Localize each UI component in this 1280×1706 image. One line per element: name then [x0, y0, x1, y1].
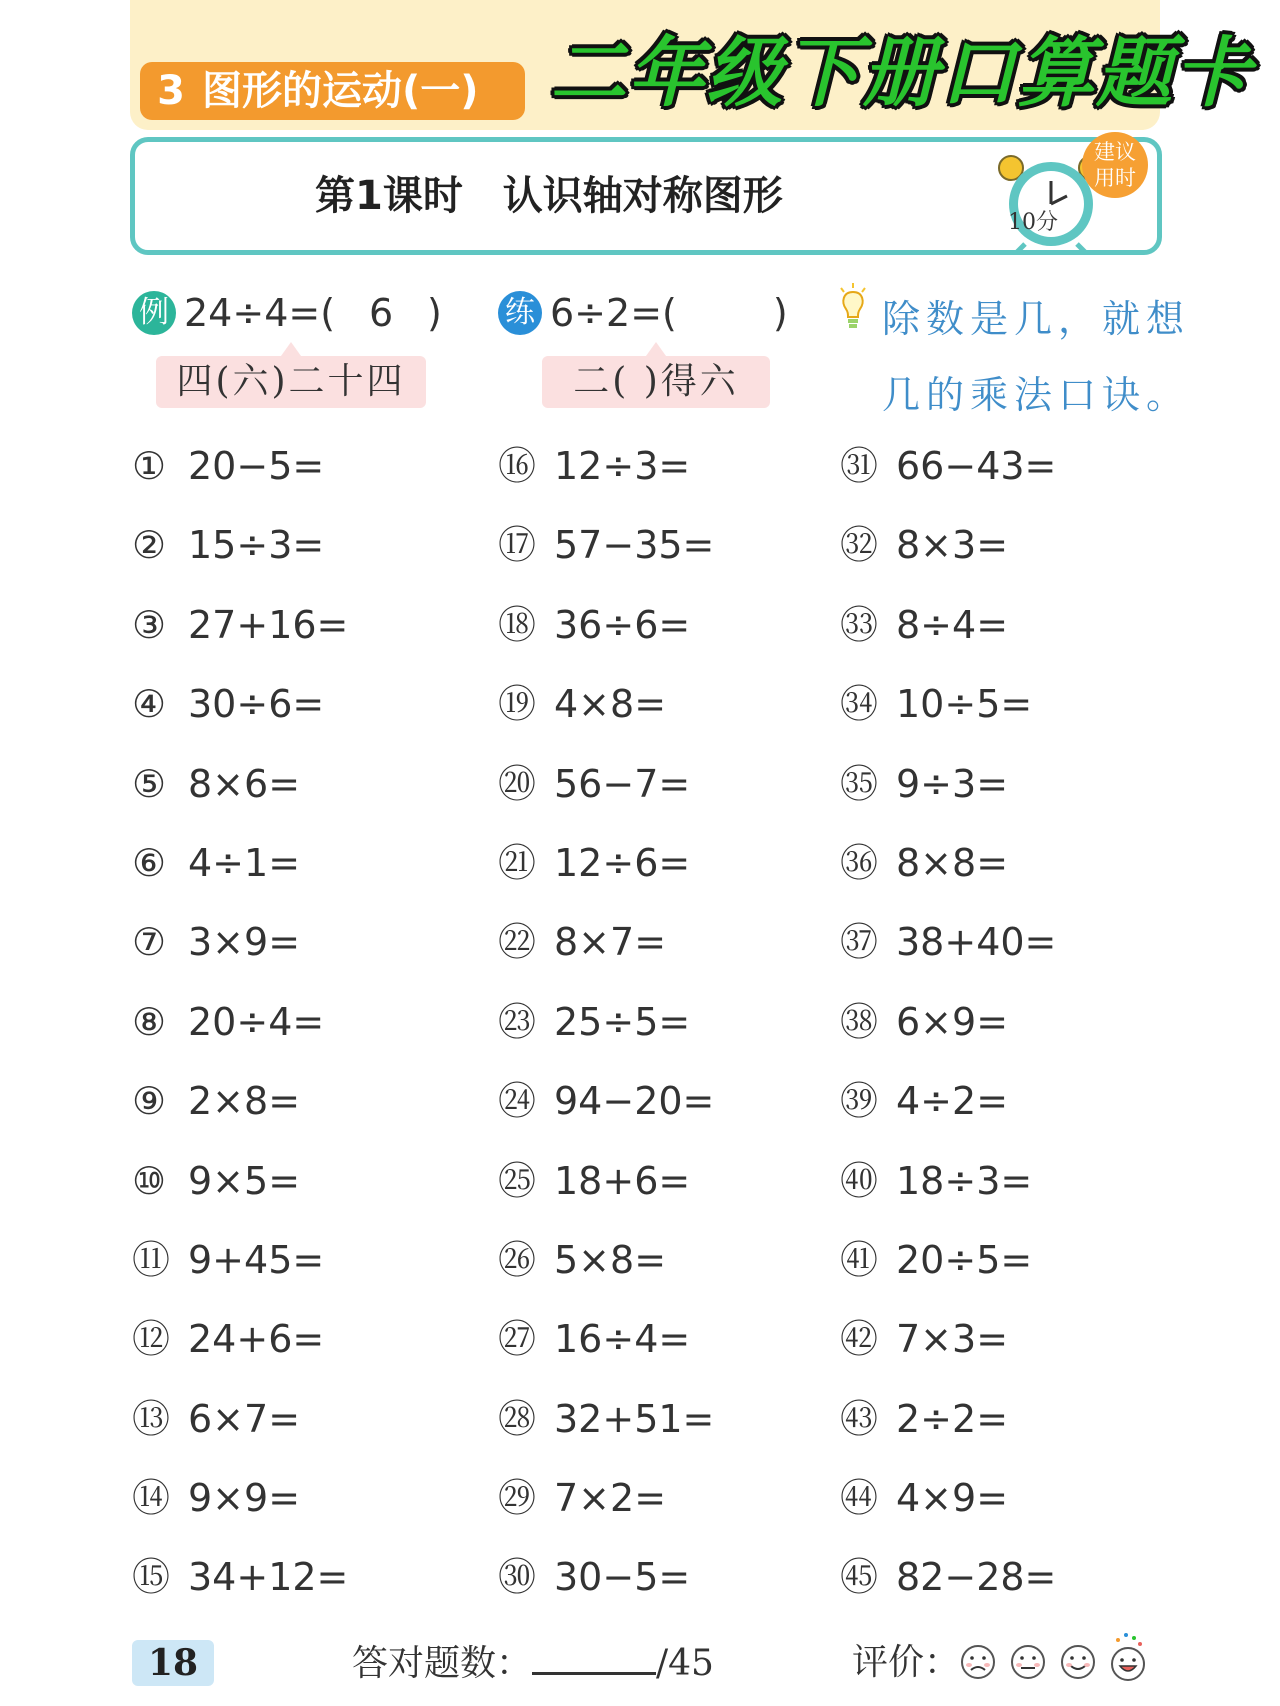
- timer-label-line2: 用时: [1094, 166, 1136, 190]
- problem-item[interactable]: [840, 682, 1056, 761]
- score-line: [352, 1638, 714, 1689]
- problem-item[interactable]: [840, 523, 1056, 602]
- happy-face-icon[interactable]: [1112, 1633, 1144, 1680]
- problem-number: ㊱: [840, 840, 879, 885]
- example-suffix: ): [427, 291, 442, 335]
- problem-expression: 8×8=: [896, 840, 1009, 885]
- problem-expression: 16÷4=: [554, 1317, 691, 1362]
- problem-item[interactable]: [498, 920, 714, 999]
- problem-expression: 18+6=: [554, 1158, 691, 1203]
- problem-expression: 27+16=: [188, 602, 349, 647]
- problem-number: ㊸: [840, 1396, 879, 1441]
- problem-expression: 94−20=: [554, 1079, 715, 1124]
- problem-item[interactable]: [132, 682, 348, 761]
- problem-item[interactable]: [498, 1079, 714, 1158]
- problem-number: ㊷: [840, 1317, 879, 1362]
- problem-number: ㊳: [840, 999, 879, 1044]
- problem-expression: 7×2=: [554, 1476, 667, 1521]
- problem-number: ⑯: [498, 444, 537, 488]
- problem-item[interactable]: [840, 1397, 1056, 1476]
- problem-number: ⑧: [132, 999, 167, 1044]
- problem-expression: 6×7=: [188, 1396, 301, 1441]
- problem-expression: 4×8=: [554, 682, 667, 727]
- problem-item[interactable]: [840, 444, 1056, 523]
- problem-expression: 56−7=: [554, 761, 691, 806]
- problem-number: ⑩: [132, 1158, 167, 1203]
- practice-hint: 二( )得六: [542, 356, 770, 408]
- problem-number: ㉞: [840, 682, 879, 727]
- problem-expression: 38+40=: [896, 920, 1057, 965]
- problem-number: ③: [132, 602, 167, 647]
- problem-item[interactable]: [840, 1079, 1056, 1158]
- problem-item[interactable]: [498, 1476, 714, 1555]
- problem-expression: 2×8=: [188, 1079, 301, 1124]
- practice-badge: 练: [498, 291, 542, 335]
- problem-number: ㊹: [840, 1476, 879, 1521]
- problem-expression: 12÷3=: [554, 444, 691, 488]
- problem-item[interactable]: [132, 523, 348, 602]
- problem-number: ㉔: [498, 1079, 537, 1124]
- problem-item[interactable]: [132, 1397, 348, 1476]
- problem-number: ㉖: [498, 1237, 537, 1282]
- problem-number: ㉟: [840, 761, 879, 806]
- sad-face-icon[interactable]: [962, 1646, 994, 1678]
- problem-number: ㉜: [840, 523, 879, 568]
- problem-expression: 82−28=: [896, 1555, 1057, 1600]
- problem-expression: 3×9=: [188, 920, 301, 965]
- problem-number: ⑨: [132, 1079, 167, 1124]
- problem-item[interactable]: [132, 1238, 348, 1317]
- smile-face-icon[interactable]: [1062, 1646, 1094, 1678]
- problem-number: ⑤: [132, 761, 167, 806]
- problem-expression: 66−43=: [896, 444, 1057, 488]
- problem-number: ㉓: [498, 999, 537, 1044]
- problem-number: ㉛: [840, 444, 879, 488]
- problem-item[interactable]: [132, 762, 348, 841]
- problem-number: ⑥: [132, 840, 167, 885]
- problem-expression: 6×9=: [896, 999, 1009, 1044]
- problem-expression: 2÷2=: [896, 1396, 1009, 1441]
- problem-expression: 4÷1=: [188, 840, 301, 885]
- problem-item[interactable]: [498, 1317, 714, 1396]
- problem-expression: 8×6=: [188, 761, 301, 806]
- problem-expression: 7×3=: [896, 1317, 1009, 1362]
- problem-expression: 4÷2=: [896, 1079, 1009, 1124]
- lightbulb-icon: [838, 282, 868, 330]
- problem-item[interactable]: [132, 1317, 348, 1396]
- problem-number: ⑱: [498, 602, 537, 647]
- problem-column-1: [132, 444, 348, 1635]
- problem-item[interactable]: [498, 762, 714, 841]
- problem-expression: 20÷5=: [896, 1237, 1033, 1282]
- problem-number: ②: [132, 523, 167, 568]
- problem-number: ⑫: [132, 1317, 171, 1362]
- problem-number: ㊲: [840, 920, 879, 965]
- problem-item[interactable]: [498, 841, 714, 920]
- problem-item[interactable]: [840, 841, 1056, 920]
- unit-label: [140, 62, 525, 120]
- tip-line-1: 除数是几，就想: [882, 297, 1191, 341]
- problem-item[interactable]: [132, 1000, 348, 1079]
- problem-column-2: [498, 444, 714, 1635]
- problem-item[interactable]: [498, 1238, 714, 1317]
- problem-item[interactable]: [840, 1476, 1056, 1555]
- problem-number: ㉑: [498, 840, 537, 885]
- problem-number: ㉝: [840, 602, 879, 647]
- problem-expression: 9×9=: [188, 1476, 301, 1521]
- evaluation-label: 评价：: [852, 1642, 961, 1683]
- problem-number: ㊶: [840, 1237, 879, 1282]
- problem-expression: 8÷4=: [896, 602, 1009, 647]
- example-badge: 例: [132, 291, 176, 335]
- problem-number: ㊺: [840, 1555, 879, 1600]
- problem-item[interactable]: [132, 603, 348, 682]
- problem-item[interactable]: [132, 444, 348, 523]
- problem-expression: 57−35=: [554, 523, 715, 568]
- problem-item[interactable]: [840, 1555, 1056, 1634]
- problem-number: ㉙: [498, 1476, 537, 1521]
- problem-item[interactable]: [840, 1159, 1056, 1238]
- practice-problem: [498, 288, 788, 338]
- problem-expression: 9×5=: [188, 1158, 301, 1203]
- unit-number: 3: [157, 68, 185, 114]
- problem-number: ⑦: [132, 920, 167, 965]
- problem-number: ㉒: [498, 920, 537, 965]
- problem-item[interactable]: [498, 1555, 714, 1634]
- problem-expression: 36÷6=: [554, 602, 691, 647]
- score-input[interactable]: [532, 1638, 656, 1675]
- problem-expression: 20−5=: [188, 444, 325, 488]
- problem-expression: 20÷4=: [188, 999, 325, 1044]
- timer-label-line1: 建议: [1094, 140, 1136, 164]
- score-total: /45: [656, 1643, 714, 1684]
- problem-number: ㉕: [498, 1158, 537, 1203]
- timer-minutes: 10分: [1008, 210, 1058, 235]
- problem-number: ⑲: [498, 682, 537, 727]
- evaluation-faces: [958, 1630, 1152, 1690]
- problem-expression: 25÷5=: [554, 999, 691, 1044]
- problem-number: ⑬: [132, 1396, 171, 1441]
- problem-item[interactable]: [132, 1079, 348, 1158]
- suggested-time-badge: [1082, 132, 1148, 198]
- problem-item[interactable]: [132, 920, 348, 999]
- card-title: 二年级下册口算题卡: [550, 28, 1252, 117]
- problem-item[interactable]: [840, 762, 1056, 841]
- problem-item[interactable]: [498, 682, 714, 761]
- problem-item[interactable]: [498, 444, 714, 523]
- problem-number: ⑪: [132, 1237, 171, 1282]
- practice-suffix: ): [772, 291, 788, 335]
- problem-item[interactable]: [132, 841, 348, 920]
- problem-item[interactable]: [498, 1397, 714, 1476]
- problem-expression: 15÷3=: [188, 523, 325, 568]
- problem-item[interactable]: [498, 1159, 714, 1238]
- problem-expression: 12÷6=: [554, 840, 691, 885]
- problem-expression: 5×8=: [554, 1237, 667, 1282]
- problem-column-3: [840, 444, 1056, 1635]
- problem-item[interactable]: [840, 920, 1056, 999]
- score-label: 答对题数：: [352, 1643, 533, 1684]
- problem-number: ㉘: [498, 1396, 537, 1441]
- problem-expression: 4×9=: [896, 1476, 1009, 1521]
- problem-expression: 30÷6=: [188, 682, 325, 727]
- problem-item[interactable]: [840, 1000, 1056, 1079]
- problem-item[interactable]: [498, 523, 714, 602]
- lesson-title-box: [130, 137, 1162, 255]
- practice-prefix: 6÷2=(: [550, 291, 677, 335]
- problem-expression: 10÷5=: [896, 682, 1033, 727]
- example-prefix: 24÷4=(: [184, 291, 336, 335]
- problem-number: ⑳: [498, 761, 537, 806]
- problem-number: ㊵: [840, 1158, 879, 1203]
- problem-item[interactable]: [498, 1000, 714, 1079]
- problem-number: ⑮: [132, 1555, 171, 1600]
- problem-number: ㉗: [498, 1317, 537, 1362]
- problem-item[interactable]: [132, 1555, 348, 1634]
- problem-item[interactable]: [498, 603, 714, 682]
- problem-expression: 9+45=: [188, 1237, 325, 1282]
- problem-expression: 30−5=: [554, 1555, 691, 1600]
- problem-item[interactable]: [840, 603, 1056, 682]
- page-number: 18: [132, 1640, 214, 1686]
- problem-expression: 8×7=: [554, 920, 667, 965]
- unit-title: 图形的运动(一): [202, 68, 479, 114]
- neutral-face-icon[interactable]: [1012, 1646, 1044, 1678]
- example-hint: 四(六)二十四: [156, 356, 426, 408]
- problem-expression: 8×3=: [896, 523, 1009, 568]
- lesson-title: 第1课时 认识轴对称图形: [315, 173, 783, 219]
- problem-number: ㉚: [498, 1555, 537, 1600]
- problem-number: ⑭: [132, 1476, 171, 1521]
- problem-expression: 9÷3=: [896, 761, 1009, 806]
- problem-item[interactable]: [132, 1159, 348, 1238]
- problem-item[interactable]: [132, 1476, 348, 1555]
- problem-number: ㊴: [840, 1079, 879, 1124]
- example-problem: [132, 288, 442, 338]
- problem-number: ④: [132, 682, 167, 727]
- problem-number: ①: [132, 444, 167, 488]
- problem-item[interactable]: [840, 1317, 1056, 1396]
- problem-item[interactable]: [840, 1238, 1056, 1317]
- problem-expression: 32+51=: [554, 1396, 715, 1441]
- problem-number: ⑰: [498, 523, 537, 568]
- example-answer: 6: [368, 291, 394, 335]
- problem-expression: 18÷3=: [896, 1158, 1033, 1203]
- tip-line-2: 几的乘法口诀。: [882, 373, 1191, 417]
- problem-expression: 24+6=: [188, 1317, 325, 1362]
- problem-expression: 34+12=: [188, 1555, 349, 1600]
